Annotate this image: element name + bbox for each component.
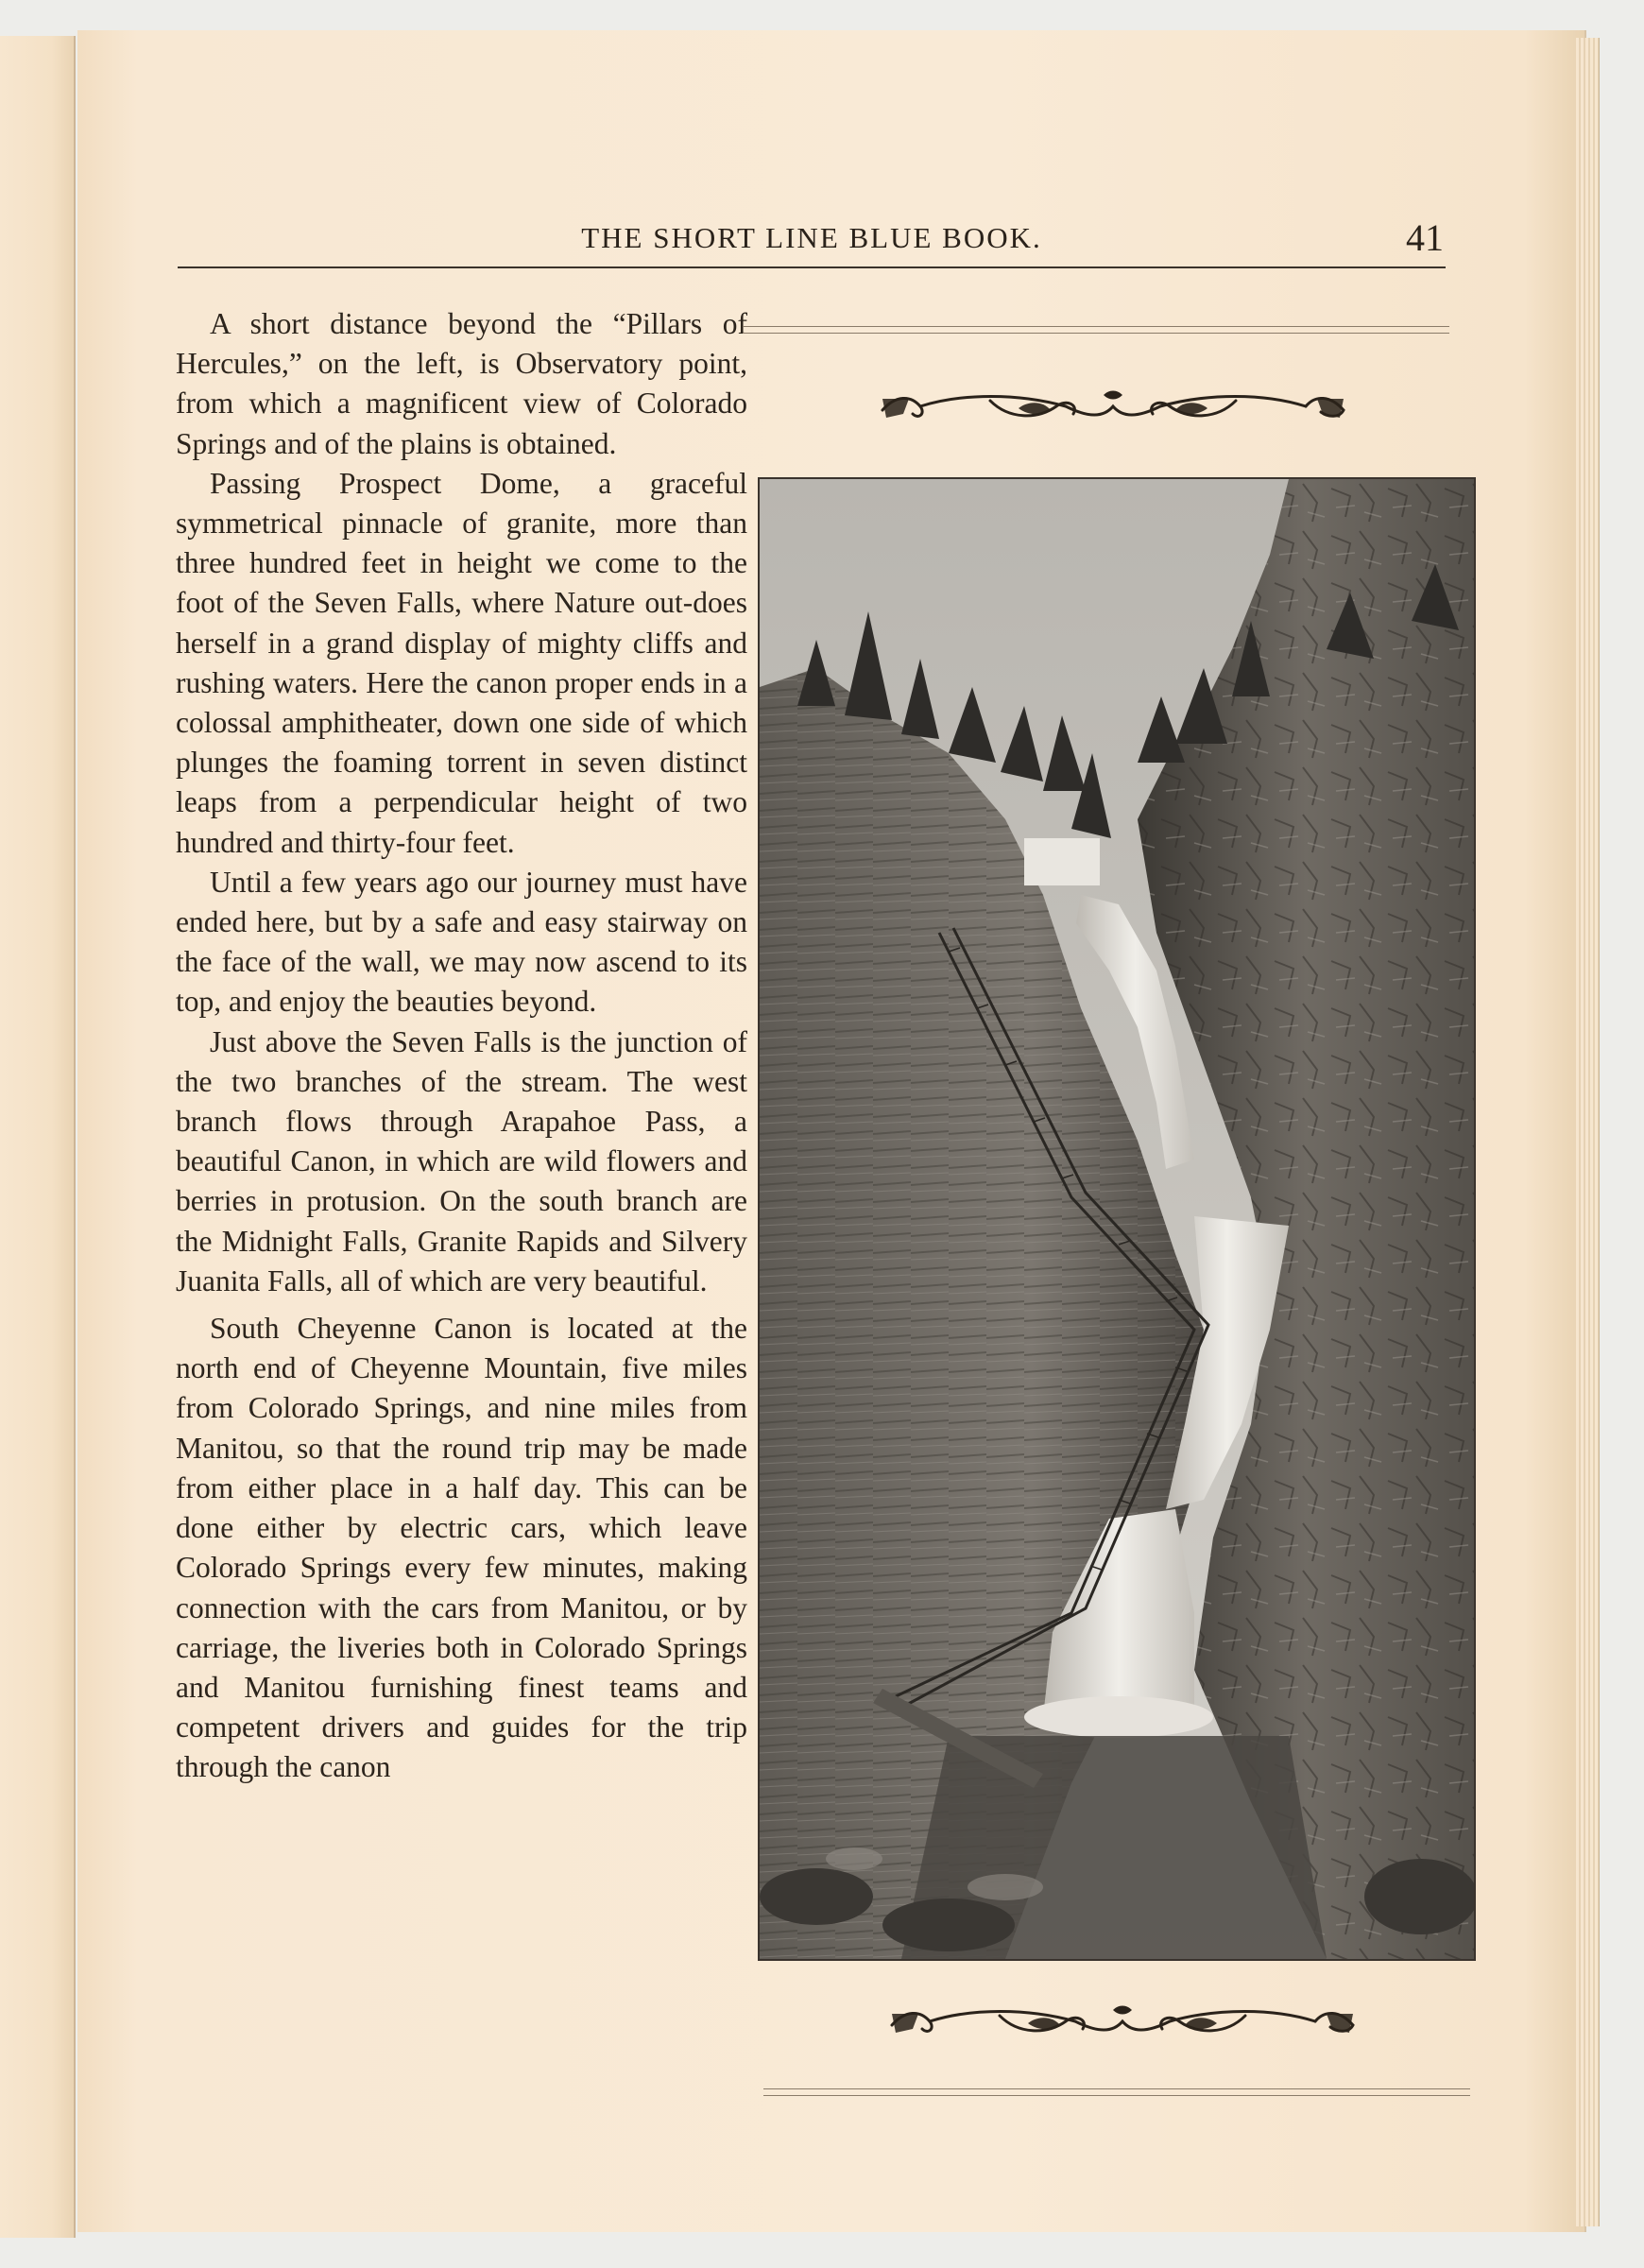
page-stack-edge [1576, 38, 1600, 2226]
paragraph: Until a few years ago our journey must have ended here, but by a safe and easy stairway on the face of the wall, we may now ascend to its top, and enjoy the beauties beyond. [176, 865, 747, 1019]
facing-page-edge [0, 36, 76, 2238]
page-header [178, 215, 1446, 268]
scroll-ornament-icon [886, 2001, 1359, 2042]
running-title: THE SHORT LINE BLUE BOOK. [581, 221, 1042, 254]
paragraph: A short distance beyond the “Pillars of Hercules,” on the left, is Observatory point, from which a magnificent view of Colorado Springs and of the plains is obtained. [176, 307, 747, 460]
bottom-double-rule [763, 2088, 1470, 2096]
waterfall-photo [758, 477, 1476, 1961]
body-text [176, 304, 747, 1788]
paragraph: South Cheyenne Canon is located at the north end of Cheyenne Mountain, five miles from Colorado Springs, and nine miles from Manitou, so that the round trip may be made from either place in a half day. This can be done either by electric cars, which leave Colorado Springs every few minutes, making connection with the cars from Manitou, or by carriage, the liveries both in Colorado Springs and Manitou furnishing finest teams and competent drivers and guides for the trip through the canon [176, 1312, 747, 1784]
paragraph: Passing Prospect Dome, a graceful symmetrical pinnacle of granite, more than three hundred feet in height we come to the foot of the Seven Falls, where Nature out-does herself in a grand display of mighty cliffs and rushing waters. Here the canon proper ends in a colossal amphitheater, down one side of which plunges the foaming torrent in seven distinct leaps from a perpendicular height of two hundred and thirty-four feet. [176, 466, 747, 859]
paragraph: Just above the Seven Falls is the junction of the two branches of the stream. The west branch flows through Arapahoe Pass, a beautiful Canon, in which are wild flowers and berries in protusion. On the south branch are the Midnight Falls, Granite Rapids and Silvery Juanita Falls, all of which are very beautiful. [176, 1024, 747, 1297]
top-double-rule [743, 326, 1449, 334]
page-number: 41 [1406, 216, 1444, 259]
scroll-ornament-icon [877, 386, 1349, 427]
